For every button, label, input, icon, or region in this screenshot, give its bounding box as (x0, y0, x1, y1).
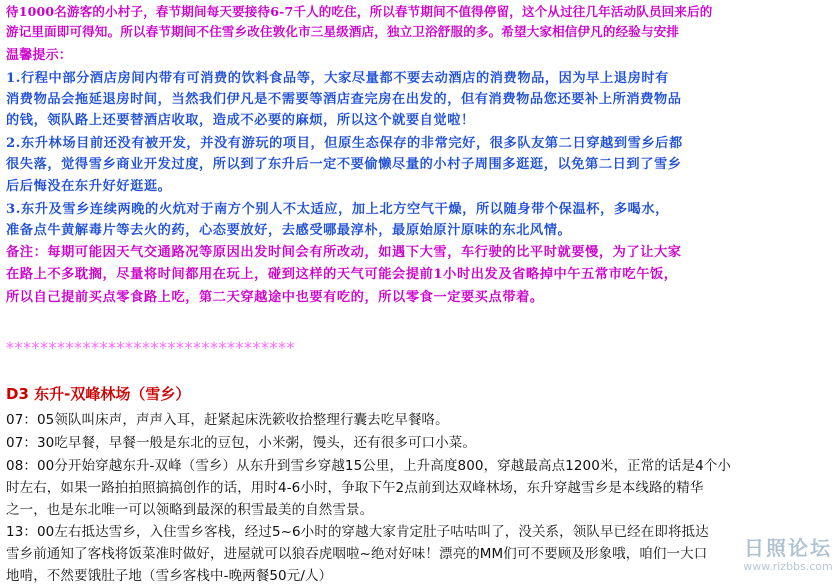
note-line: 在路上不多耽搁，尽量将时间都用在玩上，碰到这样的天气可能会提前1小时出发及省略掉中午五常市吃午饭， (6, 267, 678, 282)
schedule-line: 地啃，不然要饿肚子地（雪乡客栈中-晚两餐50元/人） (6, 568, 333, 584)
tip-3-line: 准备点牛黄解毒片等去火的药，心态要放好，去感受哪最淳朴，最原始原汁原味的东北风情。 (6, 223, 572, 238)
star-divider: ********************************** (6, 338, 295, 357)
watermark-url: www.rizbbs.com (743, 560, 833, 573)
tip-2-line: 后后悔没在东升好好逛逛。 (6, 179, 172, 194)
tip-3-line: 3.东升及雪乡连续两晚的火炕对于南方个别人不太适应，加上北方空气干燥，所以随身带个保温杯，多喝水， (6, 202, 669, 217)
schedule-line: 07：30吃早餐，早餐一般是东北的豆包，小米粥，馒头，还有很多可口小菜。 (6, 435, 476, 451)
day-heading: D3 东升-双峰林场（雪乡） (6, 385, 191, 403)
schedule-line: 雪乡前通知了客栈将饭菜准时做好，进屋就可以狼吞虎咽啦~绝对好味！漂亮的MM们可不要顾及形象哦，咱们一大口 (6, 546, 708, 562)
schedule-line: 之一，也是东北唯一可以领略到最深的积雪最美的自然雪景。 (6, 502, 374, 518)
site-watermark (740, 536, 836, 582)
intro-line: 待1000名游客的小村子，春节期间每天要接待6-7千人的吃住，所以春节期间不值得停留，这个从过往几年活动队员回来后的 (6, 4, 713, 19)
schedule-line: 08：00分开始穿越东升-双峰（雪乡）从东升到雪乡穿越15公里，上升高度800，穿越最高点1200米，正常的话是4个小 (6, 458, 732, 474)
intro-line: 游记里面即可得知。所以春节期间不住雪乡改住敦化市三星级酒店，独立卫浴舒服的多。希望大家相信伊凡的经验与安排 (6, 24, 680, 39)
tip-1-line: 消费物品会拖延退房时间，当然我们伊凡是不需要等酒店查完房在出发的，但有消费物品您还要补上所消费物品 (6, 92, 682, 107)
note-line: 所以自己提前买点零食路上吃，第二天穿越途中也要有吃的，所以零食一定要买点带着。 (6, 290, 544, 305)
schedule-line: 07：05领队叫床声，声声入耳，赶紧起床洗簌收拾整理行囊去吃早餐咯。 (6, 412, 449, 428)
schedule-line: 13：00左右抵达雪乡，入住雪乡客栈，经过5~6小时的穿越大家肯定肚子咕咕叫了，没关系，领队早已经在即将抵达 (6, 524, 709, 540)
watermark-title: 日照论坛 (744, 536, 832, 560)
note-line: 备注：每期可能因天气交通路况等原因出发时间会有所改动，如遇下大雪，车行驶的比平时就要慢，为了让大家 (6, 245, 682, 260)
tips-title: 温馨提示： (6, 48, 73, 63)
tip-1-line: 1.行程中部分酒店房间内带有可消费的饮料食品等，大家尽量都不要去动酒店的消费物品，因为早上退房时有 (6, 71, 669, 86)
tip-2-line: 很失落，觉得雪乡商业开发过度，所以到了东升后一定不要偷懒尽量的小村子周围多逛逛，以免第二日到了雪乡 (6, 157, 682, 172)
tip-1-line: 的钱，领队路上还要替酒店收取，造成不必要的麻烦，所以这个就要自觉啦！ (6, 113, 475, 128)
schedule-line: 时左右，如果一路拍拍照搞搞创作的话，用时4-6小时，争取下午2点前到达双峰林场，东升穿越雪乡是本线路的精华 (6, 480, 704, 496)
tip-2-line: 2.东升林场目前还没有被开发，并没有游玩的项目，但原生态保存的非常完好，很多队友第二日穿越到雪乡后都 (6, 136, 683, 151)
